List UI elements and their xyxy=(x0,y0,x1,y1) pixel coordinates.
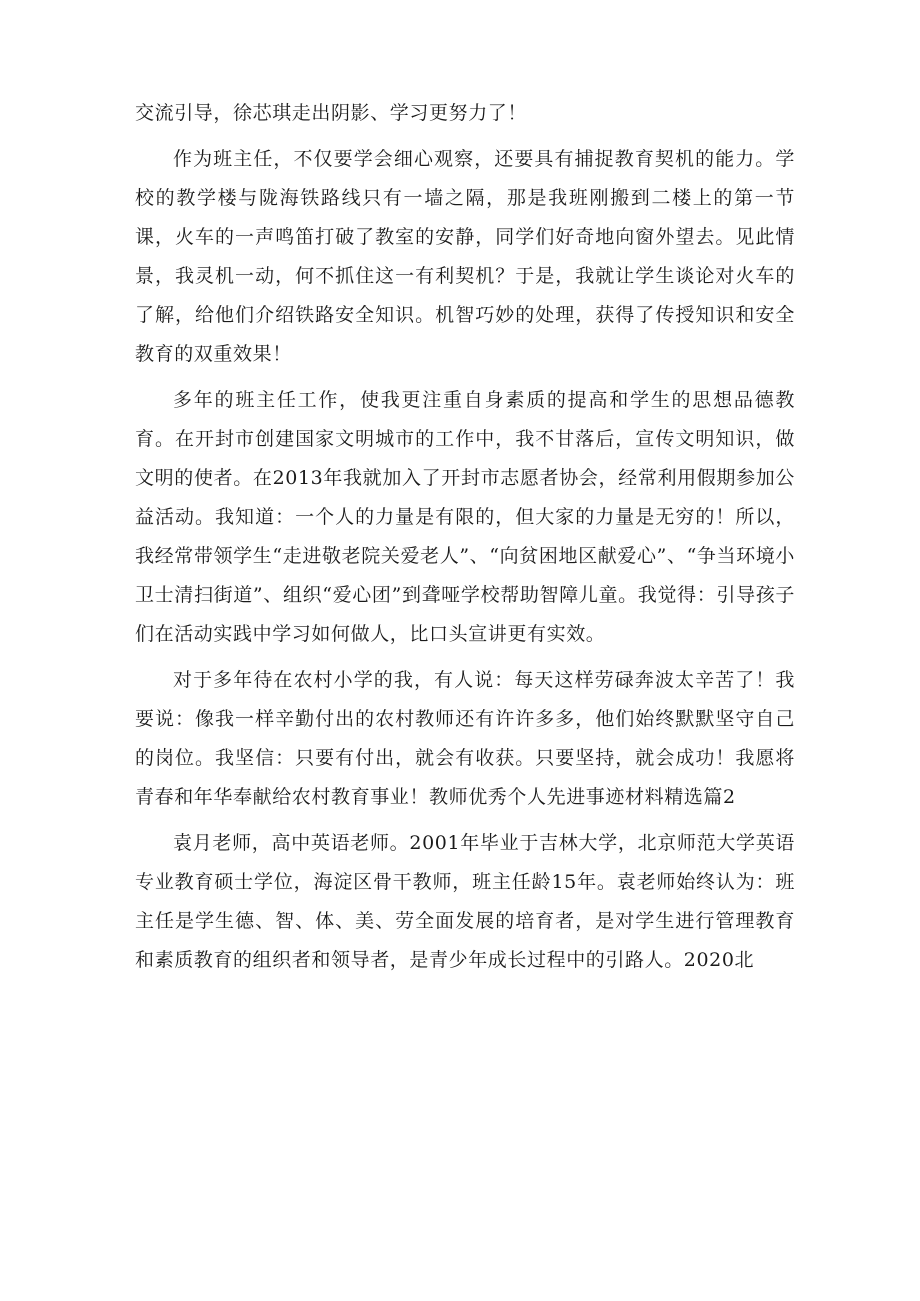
paragraph-yuan-yue-intro: 袁月老师，高中英语老师。2001年毕业于吉林大学，北京师范大学英语专业教育硕士学位，海淀区骨干教师，班主任龄15年。袁老师始终认为：班主任是学生德、智、体、美、劳全面发展的培育者，是对学生进行管理教育和素质教育的组织者和领导者，是青少年成长过程中的引路人。2020北 xyxy=(135,832,795,971)
paragraph-rural-teaching: 对于多年待在农村小学的我，有人说：每天这样劳碌奔波太辛苦了！我要说：像我一样辛勤付出的农村教师还有许许多多，他们始终默默坚守自己的岗位。我坚信：只要有付出，就会有收获。只要坚持，就会成功！我愿将青春和年华奉献给农村教育事业！教师优秀个人先进事迹材料精选篇2 xyxy=(135,669,795,808)
document-body xyxy=(135,94,795,987)
paragraph-volunteer-work: 多年的班主任工作，使我更注重自身素质的提高和学生的思想品德教育。在开封市创建国家文明城市的工作中，我不甘落后，宣传文明知识，做文明的使者。在2013年我就加入了开封市志愿者协会，经常利用假期参加公益活动。我知道：一个人的力量是有限的，但大家的力量是无穷的！所以，我经常带领学生“走进敬老院关爱老人”、“向贫困地区献爱心”、“争当环境小卫士清扫街道”、组织“爱心团”到聋哑学校帮助智障儿童。我觉得：引导孩子们在活动实践中学习如何做人，比口头宣讲更有实效。 xyxy=(135,389,795,645)
paragraph-teaching-opportunity: 作为班主任，不仅要学会细心观察，还要具有捕捉教育契机的能力。学校的教学楼与陇海铁路线只有一墙之隔，那是我班刚搬到二楼上的第一节课，火车的一声鸣笛打破了教室的安静，同学们好奇地向窗外望去。见此情景，我灵机一动，何不抓住这一有利契机？于是，我就让学生谈论对火车的了解，给他们介绍铁路安全知识。机智巧妙的处理，获得了传授知识和安全教育的双重效果！ xyxy=(135,148,795,365)
paragraph-continuation: 交流引导，徐芯琪走出阴影、学习更努力了！ xyxy=(135,102,528,124)
